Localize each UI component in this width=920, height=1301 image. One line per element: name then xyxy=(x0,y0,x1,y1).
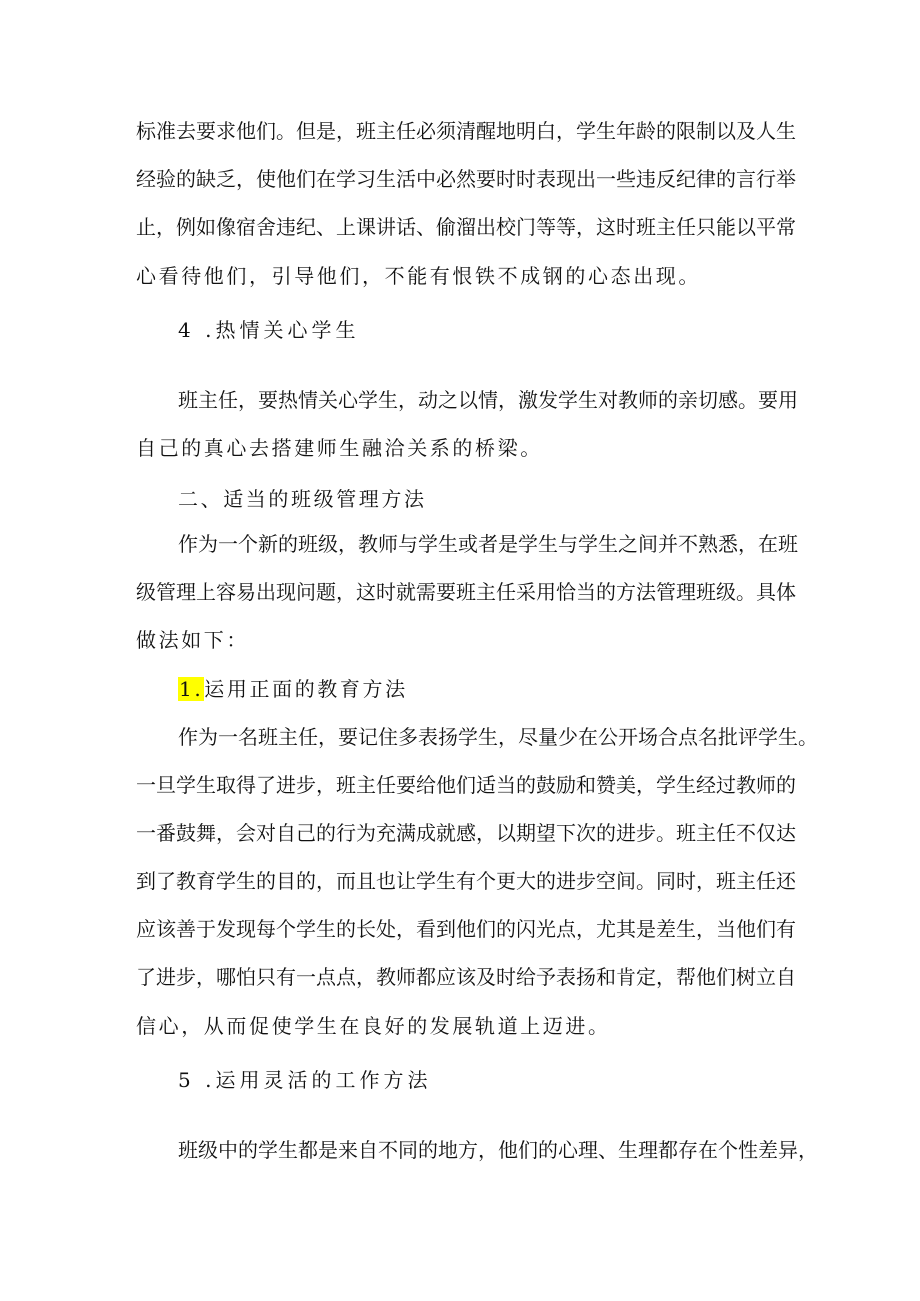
paragraph-line: 作为一个新的班级，教师与学生或者是学生与学生之间并不熟悉，在班 xyxy=(178,532,798,556)
paragraph-line: 心看待他们，引导他们，不能有恨铁不成钢的心态出现。 xyxy=(136,264,701,288)
section-heading-4: 4 .热情关心学生 xyxy=(178,318,360,342)
highlighted-number: 1. xyxy=(179,677,204,701)
paragraph-line: 一旦学生取得了进步，班主任要给他们适当的鼓励和赞美，学生经过教师的 xyxy=(136,773,796,797)
paragraph-line: 应该善于发现每个学生的长处，看到他们的闪光点，尤其是差生，当他们有 xyxy=(136,917,796,941)
paragraph-line: 经验的缺乏，使他们在学习生活中必然要时时表现出一些违反纪律的言行举 xyxy=(136,167,796,191)
section-heading-5: 5 .运用灵活的工作方法 xyxy=(178,1068,432,1092)
section-heading-1-text: 运用正面的教育方法 xyxy=(204,677,408,701)
paragraph-line: 信心，从而促使学生在良好的发展轨道上迈进。 xyxy=(136,1014,611,1038)
paragraph-line: 了进步，哪怕只有一点点，教师都应该及时给予表扬和肯定，帮他们树立自 xyxy=(136,965,796,989)
paragraph-line: 作为一名班主任，要记住多表扬学生，尽量少在公开场合点名批评学生。 xyxy=(178,725,818,749)
paragraph-line: 一番鼓舞，会对自己的行为充满成就感，以期望下次的进步。班主任不仅达 xyxy=(136,821,796,845)
paragraph-line: 到了教育学生的目的，而且也让学生有个更大的进步空间。同时，班主任还 xyxy=(136,869,796,893)
paragraph-line: 止，例如像宿舍违纪、上课讲话、偷溜出校门等等，这时班主任只能以平常 xyxy=(136,215,796,239)
section-heading-1 xyxy=(178,675,796,703)
section-heading-2: 二、适当的班级管理方法 xyxy=(178,487,427,511)
paragraph-line: 级管理上容易出现问题，这时就需要班主任采用恰当的方法管理班级。具体 xyxy=(136,580,796,604)
paragraph-line: 做法如下： xyxy=(136,628,249,652)
paragraph-line: 自己的真心去搭建师生融洽关系的桥梁。 xyxy=(136,436,543,460)
paragraph-line: 班主任，要热情关心学生，动之以情，激发学生对教师的亲切感。要用 xyxy=(178,388,798,412)
paragraph-line: 标准去要求他们。但是，班主任必须清醒地明白，学生年龄的限制以及人生 xyxy=(136,119,796,143)
paragraph-line: 班级中的学生都是来自不同的地方，他们的心理、生理都存在个性差异， xyxy=(178,1138,818,1162)
